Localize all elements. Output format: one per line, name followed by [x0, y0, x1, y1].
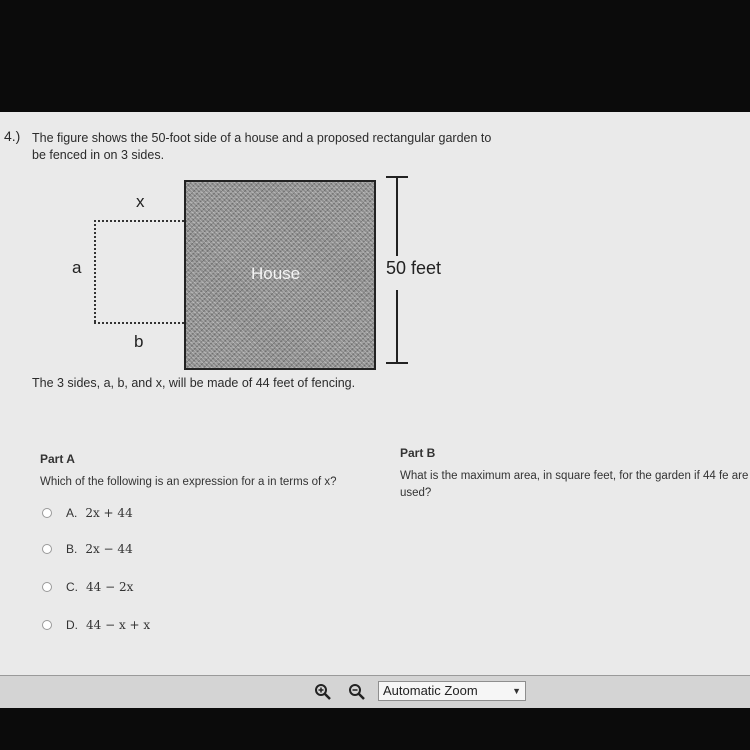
dimension-label: 50 feet	[386, 258, 442, 278]
radio-icon[interactable]	[42, 582, 52, 592]
part-b	[400, 446, 750, 502]
choice-label: A.	[66, 506, 78, 520]
radio-icon[interactable]	[42, 620, 52, 630]
choice-a[interactable]	[40, 504, 133, 522]
zoom-out-icon[interactable]	[348, 683, 366, 701]
pdf-toolbar	[0, 675, 750, 708]
choice-label: B.	[66, 542, 78, 556]
label-x: x	[136, 192, 145, 211]
choice-expression: 44 − x + x	[86, 618, 151, 632]
zoom-select-value: Automatic Zoom	[383, 683, 478, 698]
choice-expression: 2x + 44	[85, 506, 133, 520]
part-b-question: What is the maximum area, in square feet, for the garden if 44 fe are used?	[400, 470, 749, 499]
fencing-statement: The 3 sides, a, b, and x, will be made of 44 feet of fencing.	[32, 376, 356, 390]
question-number: 4.)	[4, 128, 21, 144]
garden-figure	[60, 172, 480, 372]
choice-d[interactable]	[40, 616, 150, 634]
part-a	[40, 452, 380, 632]
part-b-title: Part B	[400, 446, 436, 460]
zoom-select[interactable]	[378, 681, 526, 701]
choice-c[interactable]	[40, 578, 133, 596]
choice-label: D.	[66, 618, 78, 632]
choice-b[interactable]	[40, 540, 133, 558]
choice-expression: 44 − 2x	[86, 580, 134, 594]
part-a-title: Part A	[40, 452, 75, 466]
radio-icon[interactable]	[42, 508, 52, 518]
choice-label: C.	[66, 580, 78, 594]
fence-side-x	[94, 220, 184, 222]
chevron-down-icon: ▼	[512, 686, 521, 696]
house-box	[184, 180, 376, 370]
document-viewer	[0, 112, 750, 675]
dimension-tick-bottom	[386, 362, 408, 364]
part-a-question: Which of the following is an expression for a in terms of x?	[40, 476, 337, 488]
label-b: b	[134, 332, 144, 351]
zoom-in-icon[interactable]	[314, 683, 332, 701]
label-a: a	[72, 258, 82, 277]
radio-icon[interactable]	[42, 544, 52, 554]
fence-side-b	[94, 322, 184, 324]
house-label: House	[251, 264, 301, 283]
fence-side-a	[94, 220, 96, 322]
question-text: The figure shows the 50-foot side of a house and a proposed rectangular garden to be fenced in on 3 sides.	[32, 131, 492, 162]
dimension-tick-top	[386, 176, 408, 178]
choice-expression: 2x − 44	[85, 542, 133, 556]
